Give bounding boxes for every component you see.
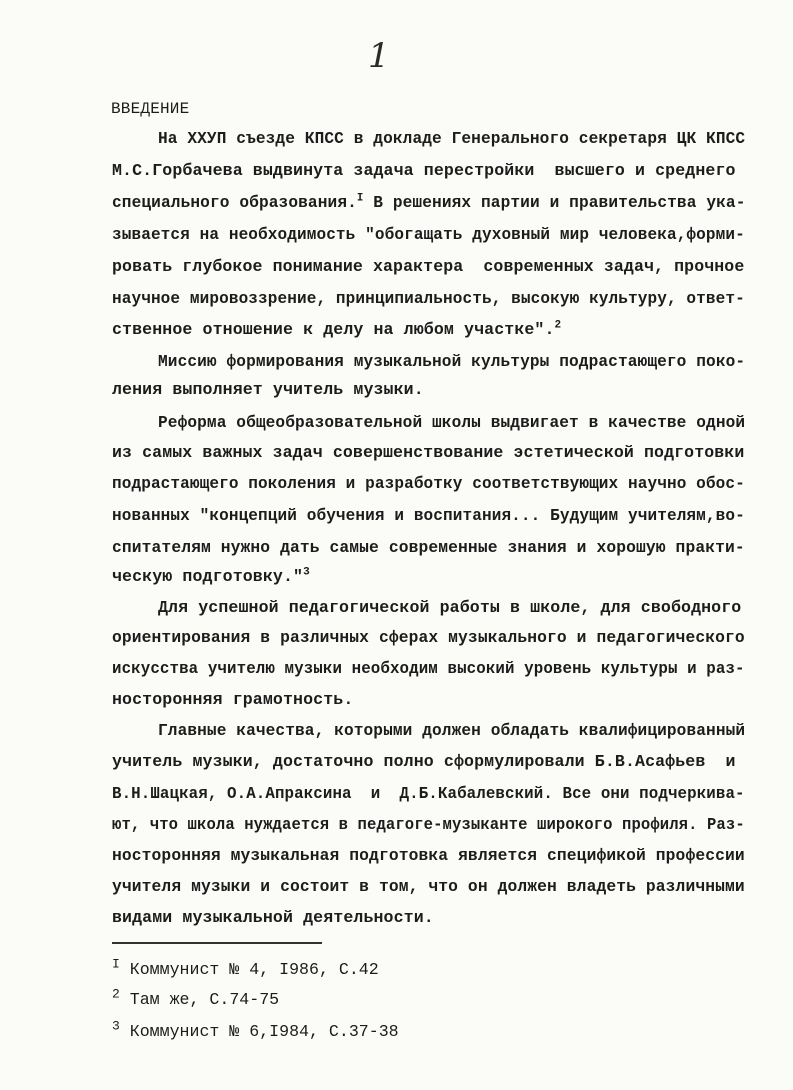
- text-line: носторонняя музыкальная подготовка является спецификой профессии: [112, 846, 745, 865]
- text-line: Реформа общеобразовательной школы выдвигает в качестве одной: [158, 413, 746, 432]
- footnote-item: $^3$ Коммунист № 6,I984, С.37-38: [112, 1018, 399, 1041]
- page-number: 1: [368, 36, 390, 76]
- text-line: В.Н.Шацкая, О.А.Апраксина и Д.Б.Кабалевский. Все они подчеркива-: [112, 784, 745, 803]
- text-line: зывается на необходимость "обогащать духовный мир человека,форми-: [112, 225, 745, 244]
- text-line: учителя музыки и состоит в том, что он должен владеть различными: [112, 877, 745, 896]
- text-line: научное мировоззрение, принципиальность, высокую культуру, ответ-: [112, 289, 745, 308]
- text-line: ориентирования в различных сферах музыкального и педагогического: [112, 628, 745, 647]
- text-line: видами музыкальной деятельности.: [112, 908, 434, 927]
- text-line: специального образования.$^I$ В решениях партии и правительства ука-: [112, 192, 746, 212]
- footnote-mark: 2: [112, 986, 120, 1002]
- footnote-mark: 3: [112, 1018, 120, 1034]
- text-line: спитателям нужно дать самые современные знания и хорошую практи-: [112, 538, 745, 557]
- text-line: ческую подготовку."$^3$: [112, 566, 310, 586]
- text-line: ственное отношение к делу на любом участке".$^2$: [112, 319, 562, 339]
- footnote-ref: 2: [554, 319, 562, 332]
- text-line: нованных "концепций обучения и воспитания... Будущим учителям,во-: [112, 506, 745, 525]
- text-line: искусства учителю музыки необходим высокий уровень культуры и раз-: [112, 659, 745, 678]
- footnote-item: $^2$ Там же, С.74-75: [112, 986, 280, 1009]
- text-line: М.С.Горбачева выдвинута задача перестройки высшего и среднего: [112, 161, 736, 180]
- text-line: ления выполняет учитель музыки.: [112, 380, 424, 399]
- text-line: На ХХУП съезде КПСС в докладе Генерального секретаря ЦК КПСС: [158, 129, 746, 148]
- text-line: Главные качества, которыми должен обладать квалифицированный: [158, 721, 746, 740]
- footnote-ref: I: [356, 192, 364, 205]
- footnote-item: $^I$ Коммунист № 4, I986, С.42: [112, 956, 379, 979]
- footnote-divider: [112, 942, 322, 944]
- footnote-mark: I: [112, 956, 120, 972]
- text-line: подрастающего поколения и разработку соответствующих научно обос-: [112, 474, 745, 493]
- section-heading: ВВЕДЕНИЕ: [111, 100, 190, 118]
- text-line: носторонняя грамотность.: [112, 690, 354, 709]
- text-line: Для успешной педагогической работы в школе, для свободного: [158, 598, 742, 617]
- text-line: учитель музыки, достаточно полно сформулировали Б.В.Асафьев и: [112, 752, 736, 771]
- text-line: Миссию формирования музыкальной культуры подрастающего поко-: [158, 352, 746, 371]
- text-line: ровать глубокое понимание характера современных задач, прочное: [112, 257, 745, 276]
- text-line: из самых важных задач совершенствование эстетической подготовки: [112, 443, 745, 462]
- text-line: ют, что школа нуждается в педагоге-музыканте широкого профиля. Раз-: [112, 815, 745, 834]
- footnote-ref: 3: [303, 566, 310, 579]
